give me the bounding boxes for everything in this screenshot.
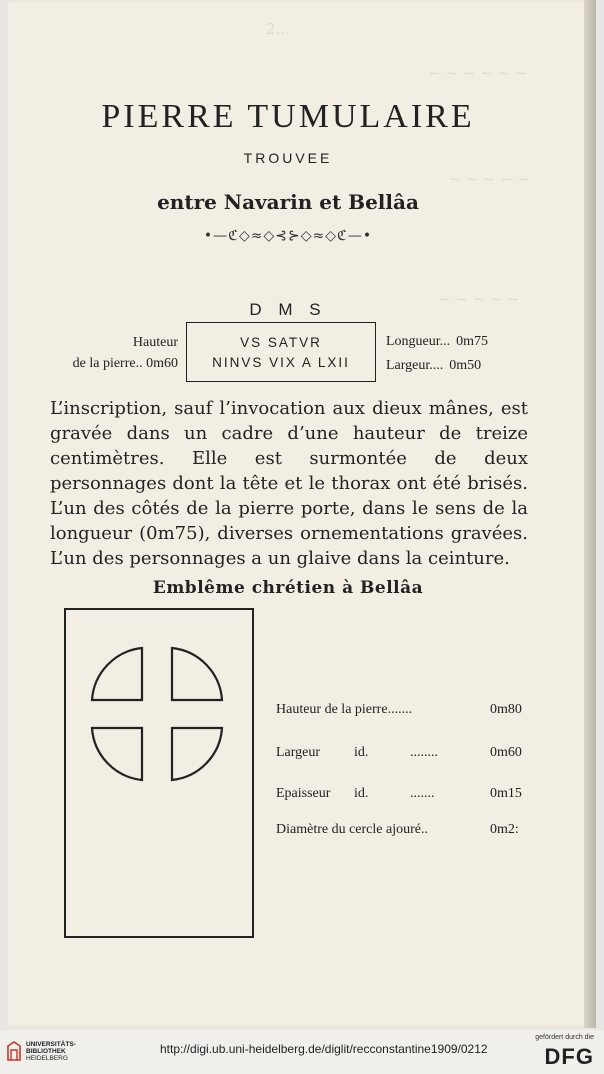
measure-value: 0m80 <box>490 702 522 717</box>
funded-by-label: gefördert durch die <box>535 1034 594 1041</box>
pierced-cross-emblem-icon <box>66 610 252 936</box>
measure-row-height: Hauteur de la pierre....... 0m80 <box>276 702 522 717</box>
inscription-header: D M S <box>249 300 327 319</box>
height-label-line2: de la pierre.. 0m60 <box>72 356 178 371</box>
emblem-quadrant-tr <box>172 648 222 700</box>
stone-drawing <box>64 608 254 938</box>
bleed-through-text: ~ ~ ~ ~ ~ ~ <box>428 64 528 82</box>
permalink-url[interactable]: http://digi.ub.uni-heidelberg.de/diglit/recconstantine1909/0212 <box>160 1042 488 1056</box>
inscription-box <box>186 322 376 382</box>
measure-row-width: Largeur id. ........ 0m60 <box>276 745 522 760</box>
bleed-through-text: ~ ~ ~ ~ ~ <box>448 170 530 188</box>
emblem-quadrant-br <box>172 728 222 780</box>
measure-value: 0m2: <box>490 822 519 837</box>
university-seal-icon <box>6 1040 22 1062</box>
book-page <box>8 0 596 1028</box>
measure-value: 0m15 <box>490 786 522 801</box>
height-label <box>48 332 178 374</box>
ornament-divider: •—ℭ◇≈◇⊰⊱◇≈◇ℭ—• <box>203 228 373 244</box>
emblem-quadrant-bl <box>92 728 142 780</box>
dfg-logo[interactable]: DFG <box>544 1044 594 1069</box>
subtitle-trouvee: TROUVEE <box>243 150 333 166</box>
inscription-line-1: VS SATVR <box>240 335 322 350</box>
dimensions-right <box>386 330 488 378</box>
page-title: PIERRE TUMULAIRE <box>101 98 475 135</box>
inscription-line-2: NINVS VIX A LXII <box>212 355 350 370</box>
measure-value: 0m60 <box>490 745 522 760</box>
viewer-footer <box>0 1030 604 1074</box>
length-value: 0m75 <box>456 334 489 349</box>
width-value: 0m50 <box>449 358 482 373</box>
height-value: 0m60 <box>146 356 178 371</box>
description-paragraph: L’inscription, sauf l’invocation aux dieux mânes, est gravée dans un cadre d’une hauteur de treize centimètres. Elle est surmontée de deux personnages dont la tête et le thorax ont été brisés. L’un des côtés de la pierre porte, dans le sens de la longueur (0m75), diverses ornementations gravées. L’un des personnages a un glaive dans la ceinture. <box>50 398 528 569</box>
page-edge <box>584 0 596 1028</box>
emblem-title: Emblême chrétien à Bellâa <box>152 578 424 598</box>
emblem-quadrant-tl <box>92 648 142 700</box>
length-row: Longueur... 0m75 <box>386 330 488 354</box>
height-label-line1: Hauteur <box>132 335 178 350</box>
page-number: 2... <box>266 20 290 38</box>
measure-row-thickness: Epaisseur id. ....... 0m15 <box>276 786 522 801</box>
bleed-through-text: ~ ~ ~ ~ ~ <box>438 290 520 308</box>
width-row: Largeur.... 0m50 <box>386 354 488 378</box>
subtitle-location: entre Navarin et Bellâa <box>157 190 419 214</box>
library-name: UNIVERSITÄTS- BIBLIOTHEK HEIDELBERG <box>26 1041 76 1062</box>
measure-row-diameter: Diamètre du cercle ajouré.. 0m2: <box>276 822 519 837</box>
